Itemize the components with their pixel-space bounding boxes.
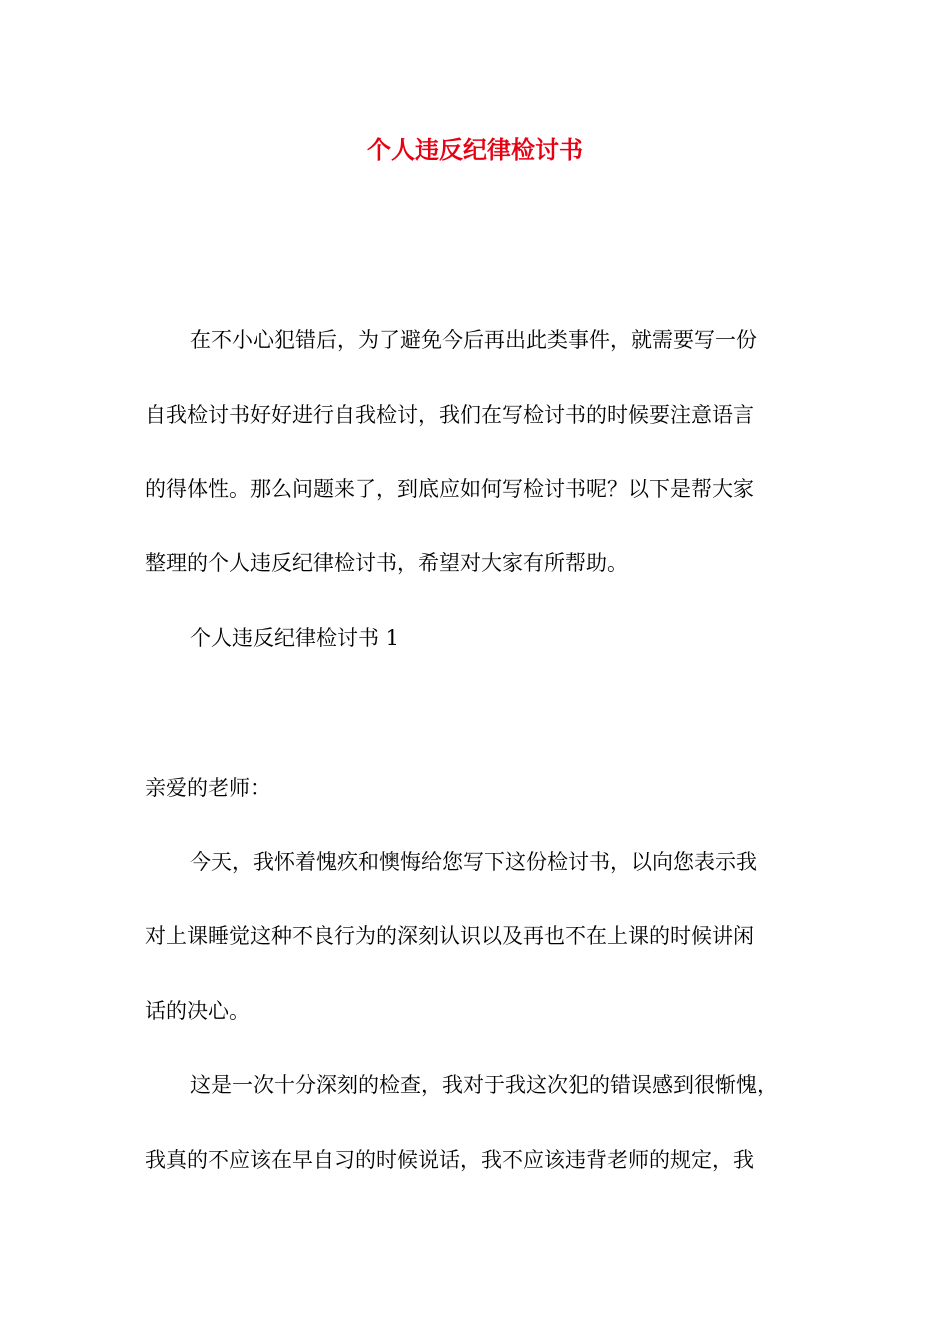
body-line-1: 今天，我怀着愧疚和懊悔给您写下这份检讨书，以向您表示我 [190,850,757,874]
intro-line-3: 的得体性。那么问题来了，到底应如何写检讨书呢？以下是帮大家 [145,477,754,501]
section-heading: 个人违反纪律检讨书 1 [190,626,400,650]
body-line-5: 我真的不应该在早自习的时候说话，我不应该违背老师的规定，我 [145,1148,754,1172]
salutation: 亲爱的老师： [145,776,271,800]
body-line-3: 话的决心。 [145,999,250,1023]
body-line-2: 对上课睡觉这种不良行为的深刻认识以及再也不在上课的时候讲闲 [145,924,754,948]
intro-line-1: 在不小心犯错后，为了避免今后再出此类事件，就需要写一份 [190,328,757,352]
intro-line-4: 整理的个人违反纪律检讨书，希望对大家有所帮助。 [145,551,628,575]
intro-line-2: 自我检讨书好好进行自我检讨，我们在写检讨书的时候要注意语言 [145,403,754,427]
document-title: 个人违反纪律检讨书 [367,135,583,164]
body-line-4: 这是一次十分深刻的检查，我对于我这次犯的错误感到很惭愧， [190,1073,778,1097]
